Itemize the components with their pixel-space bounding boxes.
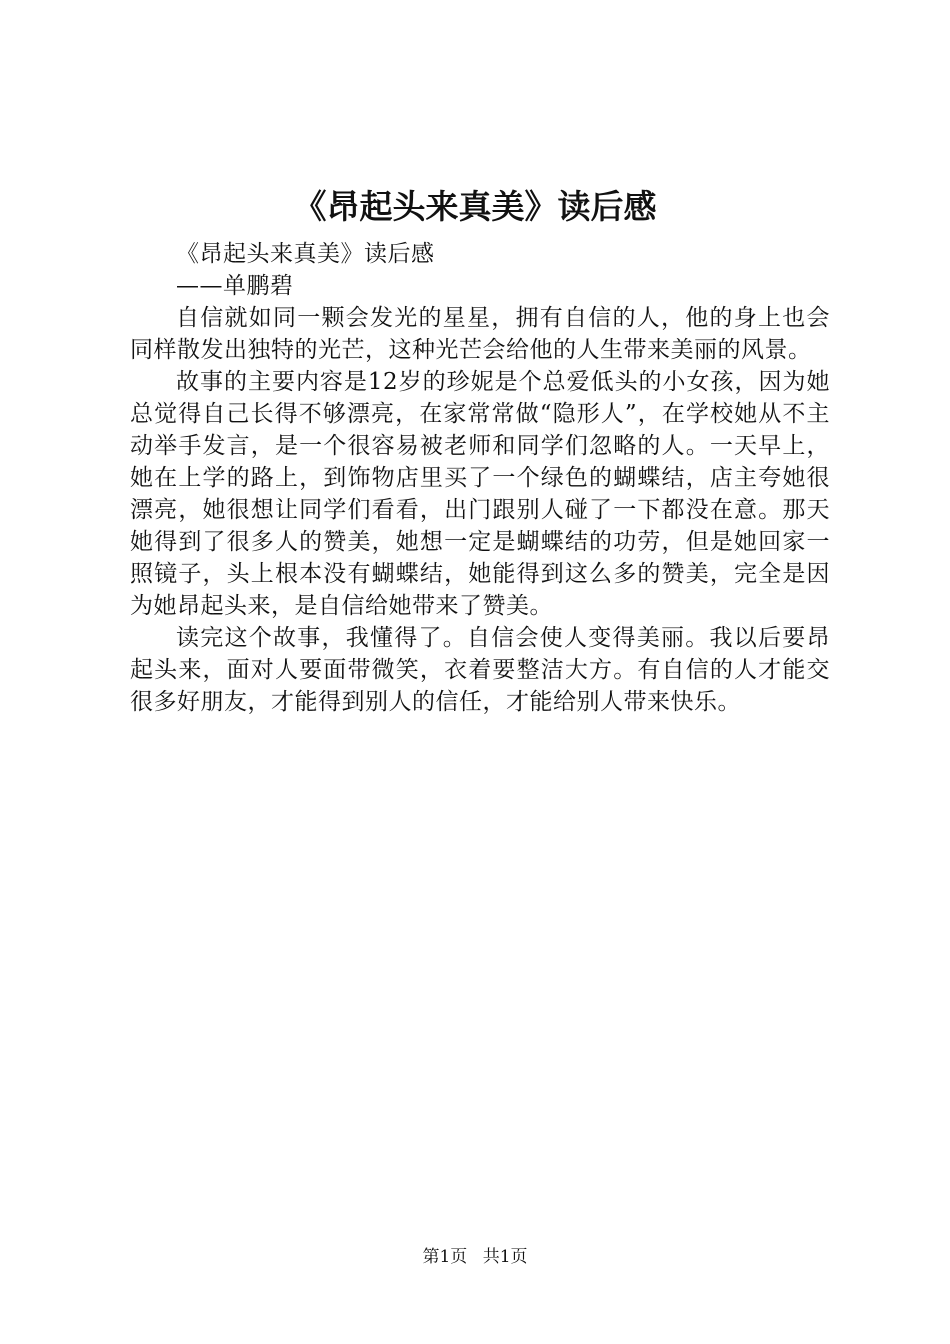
paragraph-2: 故事的主要内容是12岁的珍妮是个总爱低头的小女孩，因为她总觉得自己长得不够漂亮，在家常常做“隐形人”，在学校她从不主动举手发言，是一个很容易被老师和同学们忽略的人。一天早上，她在上学的路上，到饰物店里买了一个绿色的蝴蝶结，店主夸她很漂亮，她很想让同学们看看，出门跟别人碰了一下都没在意。那天她得到了很多人的赞美，她想一定是蝴蝶结的功劳，但是她回家一照镜子，头上根本没有蝴蝶结，她能得到这么多的赞美，完全是因为她昂起头来，是自信给她带来了赞美。 <box>130 369 830 619</box>
document-author: ——单鹏碧 <box>176 273 294 299</box>
document-title: 《昂起头来真美》读后感 <box>293 187 657 226</box>
document-body <box>130 238 830 718</box>
paragraph-3: 读完这个故事，我懂得了。自信会使人变得美丽。我以后要昂起头来，面对人要面带微笑，衣着要整洁大方。有自信的人才能交很多好朋友，才能得到别人的信任，才能给别人带来快乐。 <box>130 625 830 715</box>
page-number: 第1页 <box>422 1247 468 1267</box>
paragraph-1: 自信就如同一颗会发光的星星，拥有自信的人，他的身上也会同样散发出独特的光芒，这种光芒会给他的人生带来美丽的风景。 <box>130 305 830 363</box>
page-count: 共1页 <box>482 1247 528 1267</box>
document-subtitle: 《昂起头来真美》读后感 <box>176 241 435 267</box>
page-footer <box>0 1245 950 1269</box>
